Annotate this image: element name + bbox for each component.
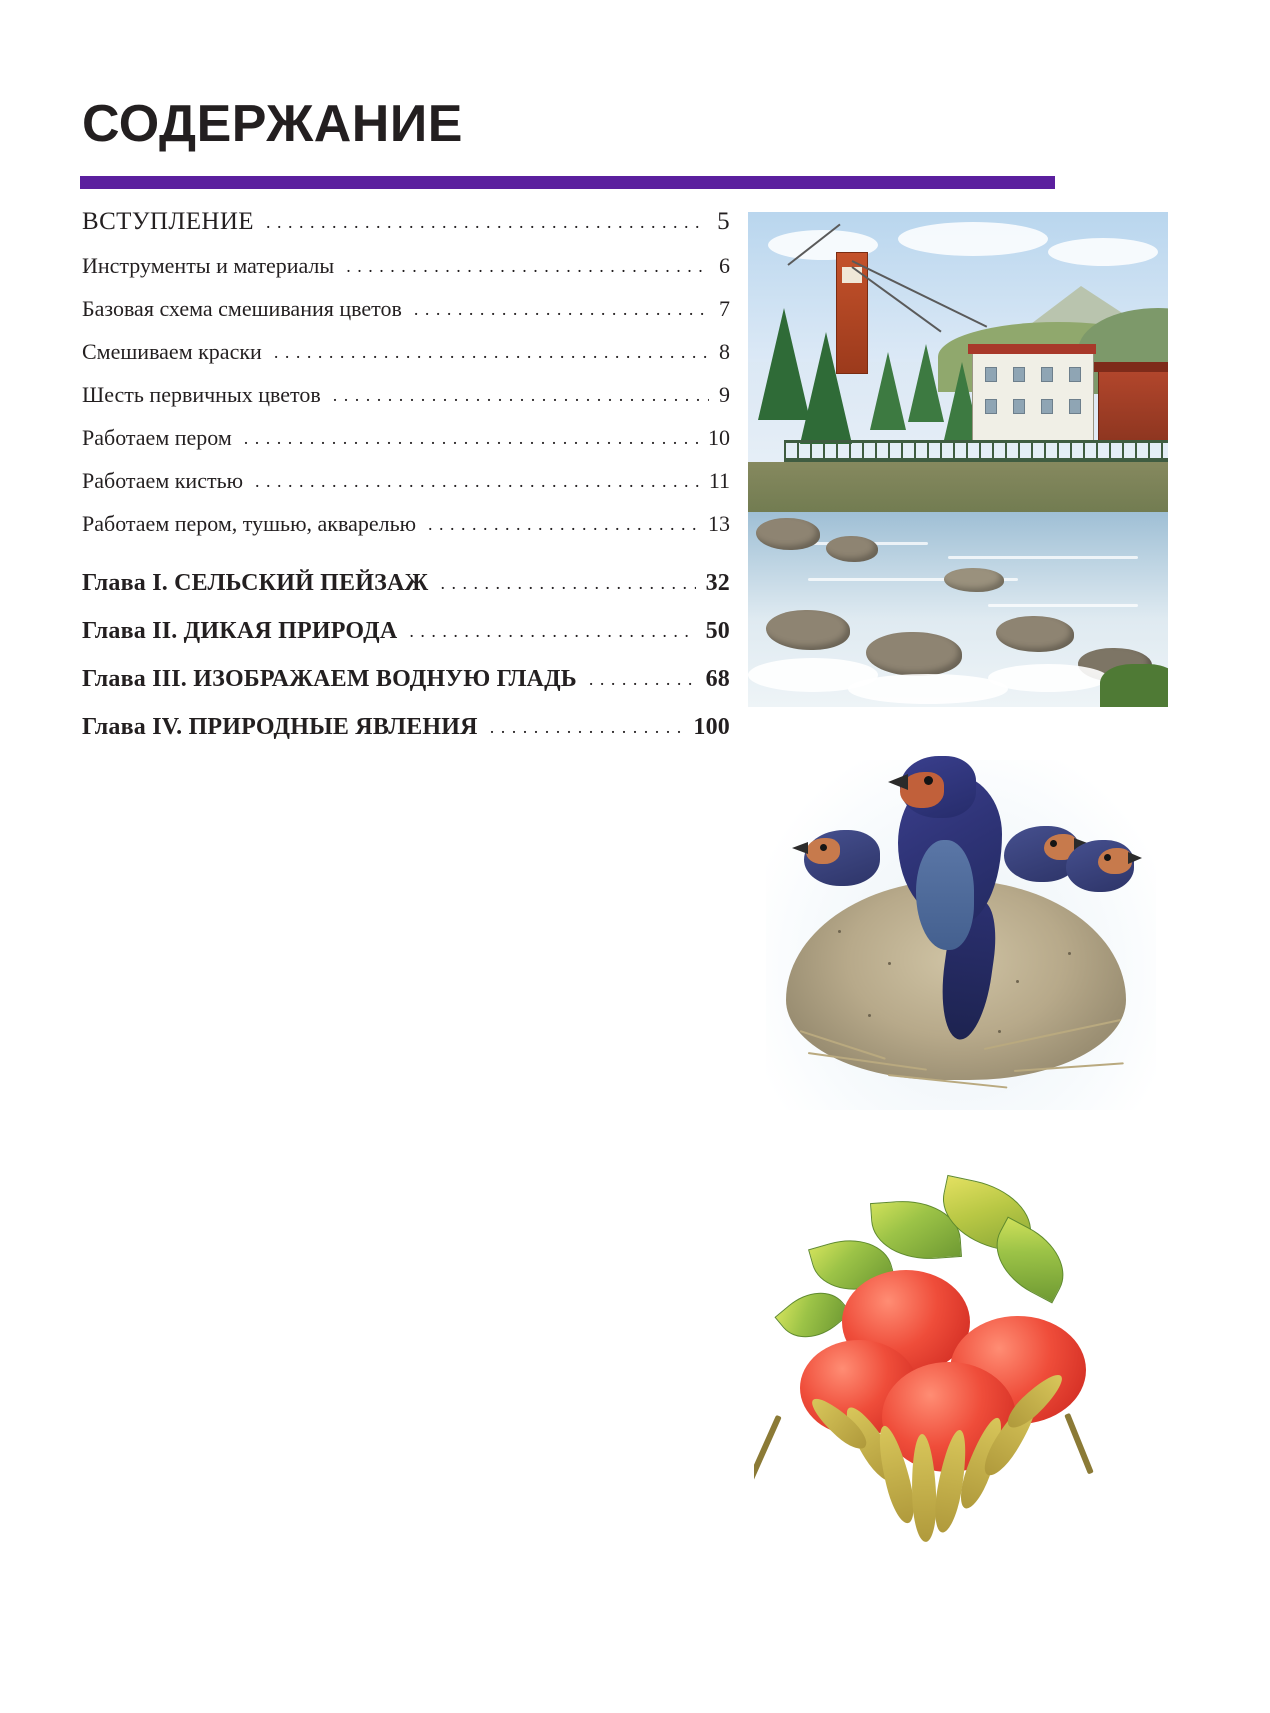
toc-entry-label: Инструменты и материалы <box>82 253 335 278</box>
toc-leader-dots <box>255 467 699 489</box>
page-title <box>82 95 463 153</box>
title-underline-rule <box>80 176 1055 189</box>
toc-entry-label: Работаем пером <box>82 425 232 450</box>
adult-swallow-breast <box>916 840 974 950</box>
toc-entry-page: 6 <box>719 253 730 278</box>
page-title-text: СОДЕРЖАНИЕ <box>82 95 463 153</box>
toc-entry-label: ВСТУПЛЕНИЕ <box>82 208 254 235</box>
chick-right-outer-face <box>1098 848 1132 874</box>
toc-leader-dots <box>589 665 696 689</box>
toc-chapter-page: 68 <box>705 666 730 692</box>
toc-leader-dots <box>428 510 698 532</box>
toc-entry-label: Работаем кистью <box>82 468 244 493</box>
cloud <box>1048 238 1158 266</box>
red-building <box>1098 370 1168 442</box>
water-ripple <box>988 604 1138 607</box>
conifer-tree <box>870 352 906 430</box>
conifer-tree <box>908 344 944 422</box>
stem <box>754 1415 782 1481</box>
toc-chapter-1[interactable] <box>82 570 730 597</box>
toc-leader-dots <box>414 295 709 317</box>
river-bridge-landscape-illustration <box>748 212 1168 707</box>
toc-entry-pen-ink-watercolor[interactable] <box>82 511 730 537</box>
toc-chapter-label: Глава I. СЕЛЬСКИЙ ПЕЙЗАЖ <box>82 570 429 596</box>
toc-chapter-page: 50 <box>705 618 730 644</box>
leaf <box>774 1277 851 1352</box>
toc-entry-working-with-pen[interactable] <box>82 425 730 451</box>
toc-leader-dots <box>346 252 709 274</box>
toc-chapter-label: Глава IV. ПРИРОДНЫЕ ЯВЛЕНИЯ <box>82 714 478 740</box>
river-rock <box>826 536 878 562</box>
toc-leader-dots <box>490 713 684 737</box>
toc-entry-label: Работаем пером, тушью, акварелью <box>82 511 417 536</box>
toc-entry-working-with-brush[interactable] <box>82 468 730 494</box>
toc-leader-dots <box>266 207 707 232</box>
toc-entry-page: 5 <box>717 208 730 235</box>
toc-entry-six-primary-colors[interactable] <box>82 382 730 408</box>
roof <box>1094 362 1168 372</box>
river-rock <box>756 518 820 550</box>
rose-hips-illustration <box>754 1164 1174 1594</box>
toc-chapter-3[interactable] <box>82 666 730 693</box>
toc-chapter-2[interactable] <box>82 618 730 645</box>
river-rock <box>944 568 1004 592</box>
chick-right-inner-eye <box>1050 840 1057 847</box>
toc-leader-dots <box>440 569 695 593</box>
table-of-contents <box>82 208 730 762</box>
chick-right-outer-beak <box>1128 852 1142 864</box>
toc-chapter-page: 100 <box>693 714 730 740</box>
foreground-grass <box>1100 664 1168 707</box>
toc-entry-intro[interactable] <box>82 208 730 236</box>
toc-chapter-4[interactable] <box>82 714 730 741</box>
toc-entry-label: Смешиваем краски <box>82 339 262 364</box>
water-foam <box>988 664 1108 692</box>
toc-entry-page: 8 <box>719 339 730 364</box>
cloud <box>898 222 1048 256</box>
chick-left-beak <box>792 842 808 854</box>
toc-entry-page: 10 <box>708 425 730 450</box>
toc-entry-mixing-paints[interactable] <box>82 339 730 365</box>
water-foam <box>848 674 1008 704</box>
toc-leader-dots <box>409 617 695 641</box>
water-ripple <box>948 556 1138 559</box>
toc-entry-page: 9 <box>719 382 730 407</box>
toc-chapter-page: 32 <box>705 570 730 596</box>
toc-entry-label: Шесть первичных цветов <box>82 382 321 407</box>
chick-left-face <box>806 838 840 864</box>
toc-entry-page: 13 <box>708 511 730 536</box>
conifer-tree <box>800 332 852 444</box>
toc-leader-dots <box>274 338 709 360</box>
toc-leader-dots <box>333 381 709 403</box>
chick-left-eye <box>820 844 827 851</box>
adult-swallow-beak <box>888 774 908 790</box>
toc-leader-dots <box>244 424 698 446</box>
toc-entry-tools[interactable] <box>82 253 730 279</box>
swallows-nest-illustration <box>748 730 1168 1138</box>
stem <box>1064 1413 1094 1475</box>
adult-swallow-eye <box>924 776 933 785</box>
toc-entry-color-mixing-scheme[interactable] <box>82 296 730 322</box>
section-spacer <box>82 554 730 570</box>
white-building <box>972 352 1094 442</box>
toc-chapter-label: Глава III. ИЗОБРАЖАЕМ ВОДНУЮ ГЛАДЬ <box>82 666 577 692</box>
roof <box>968 344 1096 354</box>
toc-entry-page: 11 <box>708 468 730 493</box>
toc-chapter-label: Глава II. ДИКАЯ ПРИРОДА <box>82 618 398 644</box>
toc-entry-page: 7 <box>719 296 730 321</box>
chick-right-outer-eye <box>1104 854 1111 861</box>
toc-entry-label: Базовая схема смешивания цветов <box>82 296 402 321</box>
